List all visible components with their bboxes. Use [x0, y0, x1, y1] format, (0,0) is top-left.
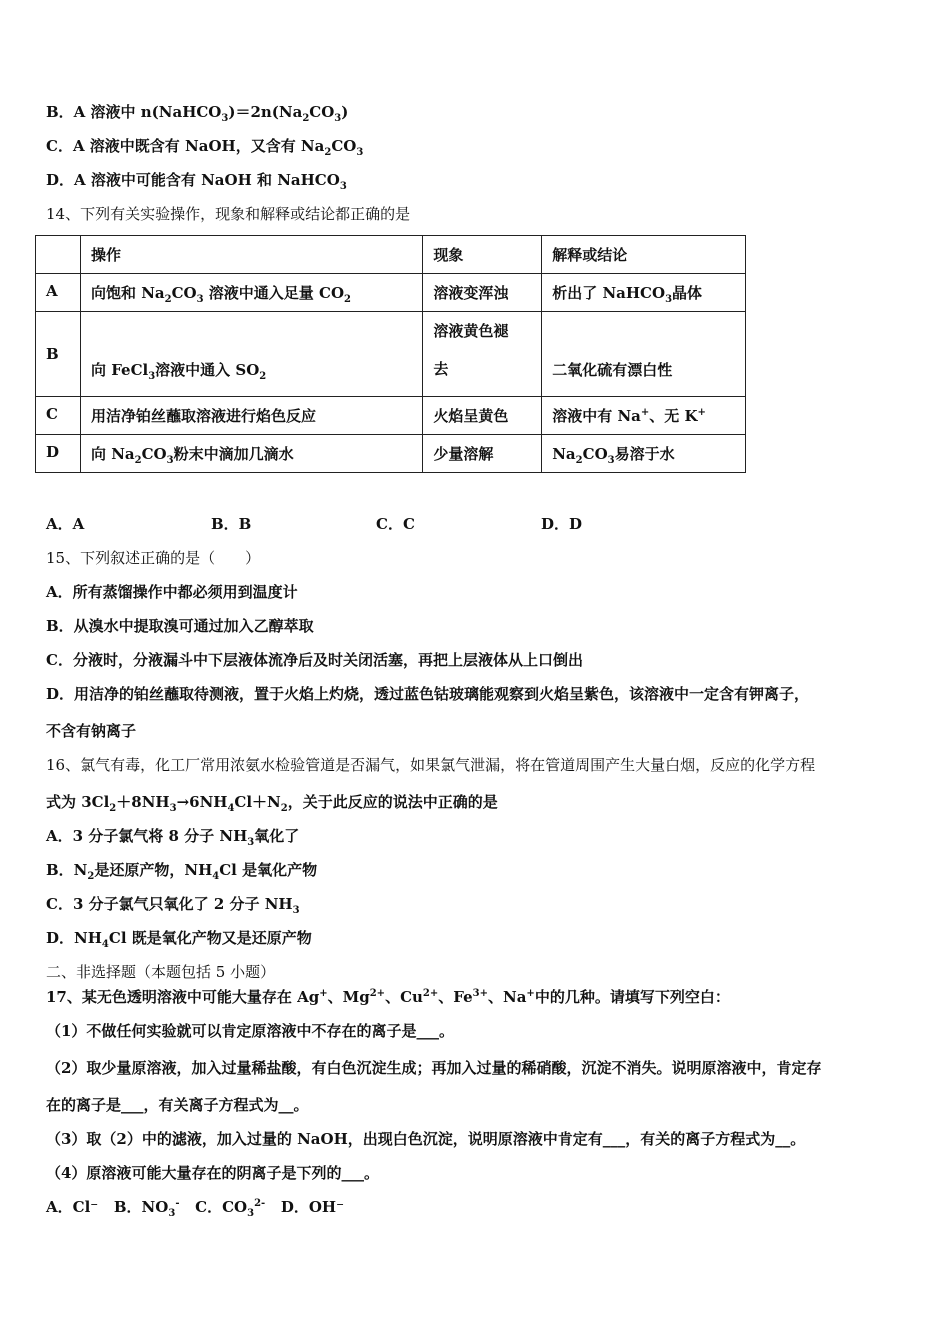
row-label: D — [36, 435, 81, 473]
row-operation: 向 $Na_2CO_3$粉末中滴加几滴水 — [80, 435, 422, 473]
choice-a[interactable]: A．Cl⁻ — [46, 1198, 99, 1216]
q15-option-b: B．从溴水中提取溴可通过加入乙醇萃取 — [46, 617, 314, 635]
table-row — [36, 397, 746, 435]
q15-option-a: A．所有蒸馏操作中都必须用到温度计 — [46, 583, 298, 601]
q17-part1: （1）不做任何实验就可以肯定原溶液中不存在的离子是___。 — [46, 1022, 454, 1040]
row-phenomenon: 溶液黄色褪 去 — [423, 312, 542, 397]
row-phenomenon: 少量溶解 — [423, 435, 542, 473]
q13-option-d: D．A 溶液中可能含有 NaOH 和 NaHCO$_3$ — [46, 171, 347, 192]
table-row — [36, 312, 746, 397]
q17-stem: 17、某无色透明溶液中可能大量存在 Ag+、$Mg^{2+}$、$Cu^{2+}$、$Fe^{3+}$、Na+中的几种。请填写下列空白： — [46, 988, 730, 1006]
header-cell: 现象 — [423, 236, 542, 274]
q17-part4: （4）原溶液可能大量存在的阴离子是下列的___。 — [46, 1164, 379, 1182]
q17-part2: （2）取少量原溶液，加入过量稀盐酸，有白色沉淀生成；再加入过量的稀硝酸，沉淀不消失。说明原溶液中，肯定存 — [46, 1059, 822, 1077]
q16-option-c: C．3 分子氯气只氧化了 2 分子 $NH_3$ — [46, 895, 300, 916]
q17-part2-cont: 在的离子是___，有关离子方程式为__。 — [46, 1096, 309, 1114]
q16-equation: 式为 $3Cl_2+8NH_3\to 6NH_4Cl+N_2$，关于此反应的说法中正确的是 — [46, 793, 498, 814]
header-cell — [36, 236, 81, 274]
q15-option-d: D．用洁净的铂丝蘸取待测液，置于火焰上灼烧，透过蓝色钴玻璃能观察到火焰呈紫色，该溶液中一定含有钾离子， — [46, 685, 810, 703]
q13-option-b: B．A 溶液中 $n(NaHCO_3)=2n(Na_2CO_3)$ — [46, 103, 349, 124]
row-conclusion: $Na_2CO_3$易溶于水 — [542, 435, 746, 473]
choice-c[interactable]: C．$CO_3^{2-}$ — [195, 1198, 266, 1219]
row-operation: 向 FeCl$_3$溶液中通入 $SO_2$ — [80, 312, 422, 397]
experiment-table — [35, 235, 746, 473]
choice-d[interactable]: D．OH⁻ — [280, 1198, 345, 1216]
choice-d[interactable]: D．D — [541, 515, 583, 533]
table-row — [36, 435, 746, 473]
table-header-row — [36, 236, 746, 274]
row-conclusion: 二氧化硫有漂白性 — [542, 312, 746, 397]
q17-part3: （3）取（2）中的滤液，加入过量的 NaOH，出现白色沉淀，说明原溶液中肯定有___，有关的离子方程式为__。 — [46, 1130, 806, 1148]
row-label: B — [36, 312, 81, 397]
q16-option-a: A．3 分子氯气将 8 分子 $NH_3$氧化了 — [46, 827, 300, 848]
row-label: A — [36, 274, 81, 312]
row-operation: 用洁净铂丝蘸取溶液进行焰色反应 — [80, 397, 422, 435]
row-operation: 向饱和 $Na_2CO_3$ 溶液中通入足量 $CO_2$ — [80, 274, 422, 312]
section-heading: 二、非选择题（本题包括 5 小题） — [46, 963, 276, 981]
header-cell: 操作 — [80, 236, 422, 274]
choice-a[interactable]: A．A — [46, 515, 85, 533]
choice-b[interactable]: B．$NO_3^-$ — [113, 1198, 180, 1219]
choice-c[interactable]: C．C — [376, 515, 415, 533]
q14-stem: 14、下列有关实验操作，现象和解释或结论都正确的是 — [46, 205, 411, 223]
row-phenomenon: 火焰呈黄色 — [423, 397, 542, 435]
choice-b[interactable]: B．B — [211, 515, 252, 533]
row-phenomenon: 溶液变浑浊 — [423, 274, 542, 312]
q16-option-d: D．$NH_4Cl$ 既是氧化产物又是还原产物 — [46, 929, 312, 950]
header-cell: 解释或结论 — [542, 236, 746, 274]
row-label: C — [36, 397, 81, 435]
q16-option-b: B．$N_2$是还原产物，$NH_4Cl$ 是氧化产物 — [46, 861, 318, 882]
q15-stem: 15、下列叙述正确的是（ ） — [46, 549, 261, 567]
table-row — [36, 274, 746, 312]
q15-option-d-cont: 不含有钠离子 — [46, 722, 137, 740]
q15-option-c: C．分液时，分液漏斗中下层液体流净后及时关闭活塞，再把上层液体从上口倒出 — [46, 651, 583, 669]
q16-stem: 16、氯气有毒，化工厂常用浓氨水检验管道是否漏气，如果氯气泄漏，将在管道周围产生大量白烟，反应的化学方程 — [46, 756, 816, 774]
row-conclusion: 析出了 NaHCO$_3$晶体 — [542, 274, 746, 312]
q17-choices — [46, 1197, 344, 1217]
q13-option-c: C．A 溶液中既含有 NaOH，又含有 $Na_2CO_3$ — [46, 137, 364, 158]
row-conclusion: 溶液中有 Na+、无 K+ — [542, 397, 746, 435]
